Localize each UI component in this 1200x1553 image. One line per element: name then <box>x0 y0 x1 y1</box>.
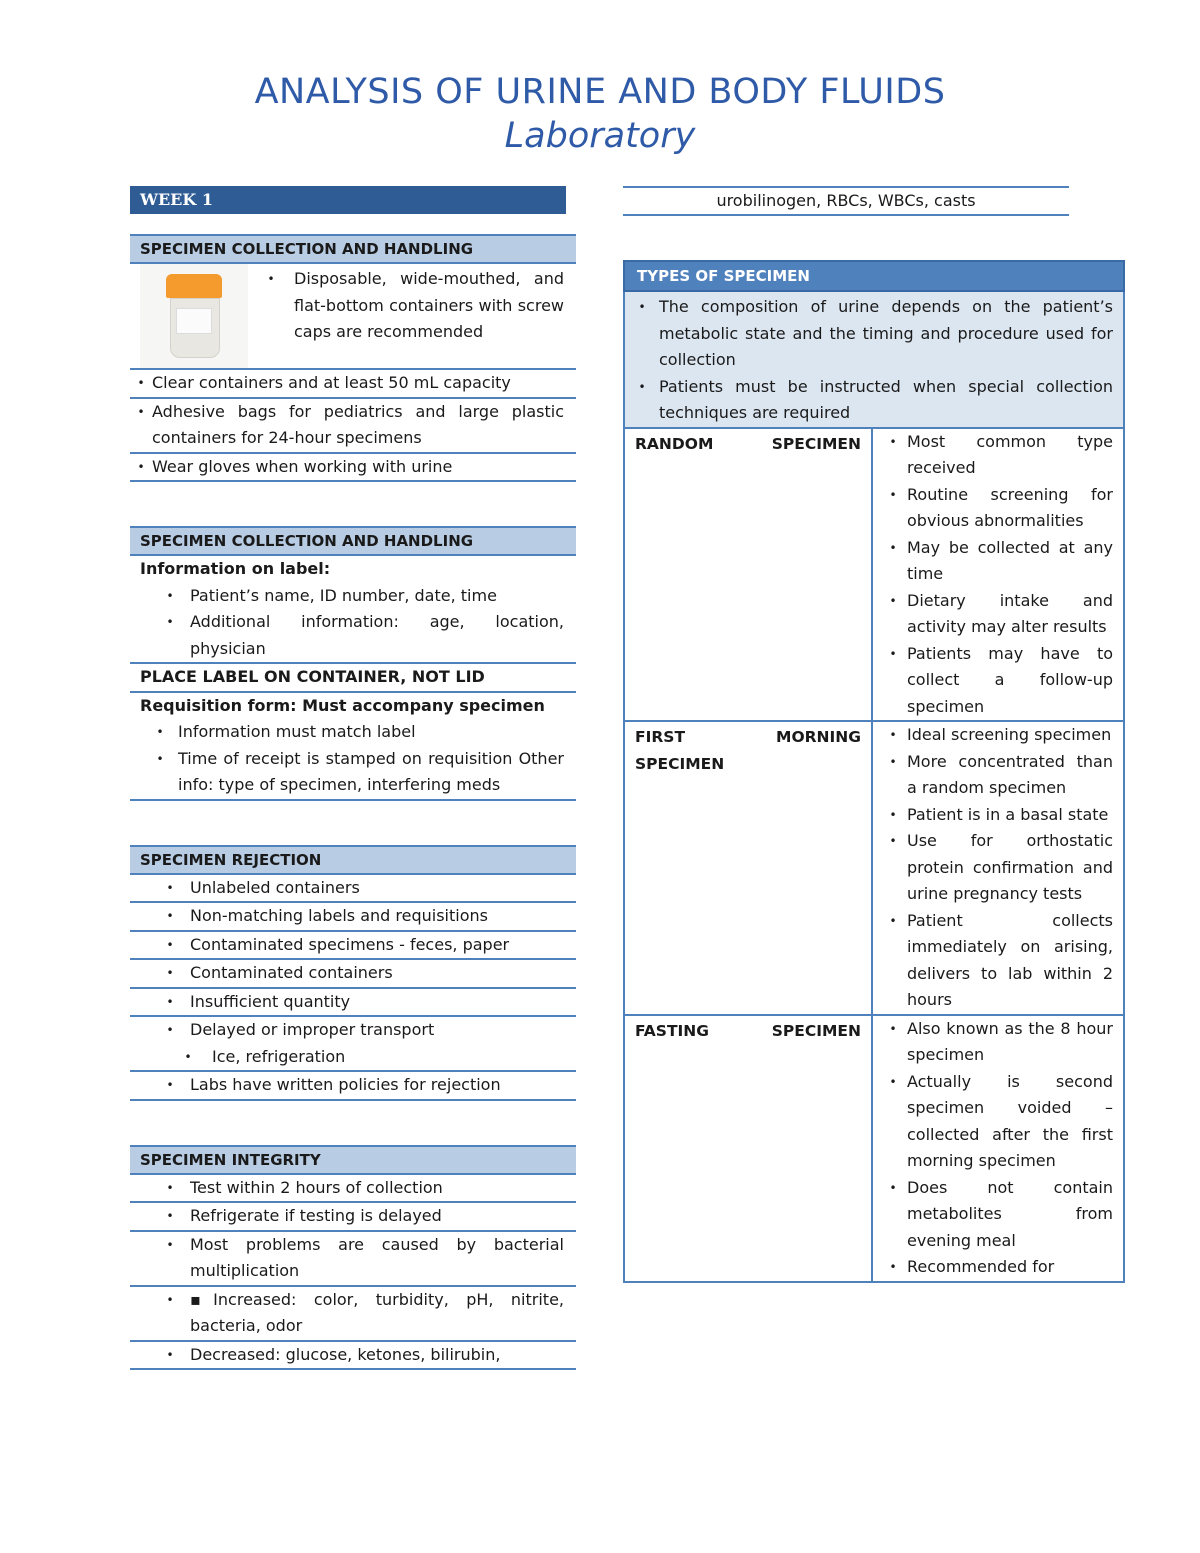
bullet-icon: • <box>137 459 145 474</box>
bullet-icon: • <box>166 1237 174 1252</box>
bullet-icon: • <box>166 588 174 603</box>
specimen-container-image <box>140 264 248 368</box>
list-item: • Test within 2 hours of collection <box>130 1175 576 1204</box>
list-item: • Information must match label <box>130 719 576 746</box>
list-item: • Does not contain metabolites from evening meal <box>879 1175 1113 1255</box>
list-item: • Disposable, wide-mouthed, and flat-bottom containers with screw caps are recommended <box>248 264 576 368</box>
list-item: • Use for orthostatic protein confirmation and urine pregnancy tests <box>879 828 1113 908</box>
left-column <box>130 186 576 1370</box>
requisition-block <box>130 693 576 801</box>
bullet-icon: • <box>156 751 164 766</box>
week-banner: WEEK 1 <box>130 186 566 214</box>
label-info-title: Information on label: <box>140 559 331 578</box>
list-item: • Clear containers and at least 50 mL capacity <box>130 370 576 399</box>
bullet-icon: • <box>889 834 897 848</box>
table-row <box>625 429 1123 721</box>
bullet-icon: • <box>889 1260 897 1274</box>
bullet-icon: • <box>166 615 174 629</box>
section-heading-collection-2: SPECIMEN COLLECTION AND HANDLING <box>130 526 576 556</box>
list-item: • Ice, refrigeration <box>130 1044 576 1073</box>
bullet-icon: • <box>889 434 897 449</box>
list-item: • The composition of urine depends on the patient’s metabolic state and the timing and procedure used for collection <box>659 294 1113 374</box>
section-heading-integrity: SPECIMEN INTEGRITY <box>130 1145 576 1175</box>
bullet-icon: • <box>166 937 174 952</box>
list-item: • Actually is second specimen voided – collected after the first morning specimen <box>879 1069 1113 1175</box>
bullet-icon: • <box>889 487 897 502</box>
bullet-icon: • <box>137 404 145 419</box>
list-item: • Labs have written policies for rejection <box>130 1072 576 1101</box>
list-item: • More concentrated than a random specimen <box>879 749 1113 802</box>
list-item: • ▪Increased: color, turbidity, pH, nitrite, bacteria, odor <box>130 1287 576 1342</box>
continued-text: urobilinogen, RBCs, WBCs, casts <box>623 186 1069 216</box>
list-item: • Delayed or improper transport <box>130 1017 576 1044</box>
list-item: • Patient’s name, ID number, date, time <box>130 583 576 610</box>
specimen-details <box>873 1016 1123 1281</box>
list-item: • Contaminated specimens - feces, paper <box>130 932 576 961</box>
list-item: • Routine screening for obvious abnormalities <box>879 482 1113 535</box>
list-item: • Unlabeled containers <box>130 875 576 904</box>
table-row <box>625 1014 1123 1281</box>
table-row <box>625 720 1123 1014</box>
section-heading-types: TYPES OF SPECIMEN <box>623 260 1125 292</box>
bullet-icon: • <box>889 913 897 928</box>
section-heading-rejection: SPECIMEN REJECTION <box>130 845 576 875</box>
bullet-icon: • <box>166 1023 174 1037</box>
bullet-icon: • <box>166 1180 174 1195</box>
specimen-name: RANDOM SPECIMEN <box>625 429 873 721</box>
list-item: • Recommended for <box>879 1254 1113 1281</box>
list-item: • Patients must be instructed when special collection techniques are required <box>659 374 1113 427</box>
bullet-icon: • <box>889 728 897 742</box>
specimen-details <box>873 722 1123 1014</box>
list-item: • Non-matching labels and requisitions <box>130 903 576 932</box>
bullet-icon: • <box>267 272 275 286</box>
bullet-icon: • <box>166 994 174 1009</box>
document-subtitle: Laboratory <box>504 116 696 156</box>
label-info-block <box>130 556 576 664</box>
list-item: • Adhesive bags for pediatrics and large plastic containers for 24-hour specimens <box>130 399 576 454</box>
bullet-icon: • <box>638 300 646 314</box>
bullet-icon: • <box>889 540 897 555</box>
bullet-icon: • <box>889 754 897 769</box>
specimen-name: FIRST MORNING SPECIMEN <box>625 722 873 1014</box>
requisition-title: Requisition form: Must accompany specimen <box>140 695 545 715</box>
specimen-details <box>873 429 1123 721</box>
bullet-icon: • <box>166 1347 174 1362</box>
list-item: • Dietary intake and activity may alter results <box>879 588 1113 641</box>
list-item: • Also known as the 8 hour specimen <box>879 1016 1113 1069</box>
bullet-icon: • <box>184 1049 192 1064</box>
bullet-icon: • <box>638 379 646 394</box>
list-item: • Ideal screening specimen <box>879 722 1113 749</box>
bullet-icon: • <box>166 1078 174 1092</box>
document-title: ANALYSIS OF URINE AND BODY FLUIDS <box>254 72 946 112</box>
bullet-icon: • <box>156 725 164 739</box>
bullet-icon: • <box>166 966 174 980</box>
list-item: • Patient collects immediately on arising, delivers to lab within 2 hours <box>879 908 1113 1014</box>
bullet-icon: • <box>166 909 174 923</box>
bullet-icon: • <box>889 1021 897 1036</box>
list-item: • Time of receipt is stamped on requisition Other info: type of specimen, interfering meds <box>130 746 576 799</box>
specimen-name: FASTING SPECIMEN <box>625 1016 873 1281</box>
bullet-icon: • <box>889 1180 897 1195</box>
list-item: • Insufficient quantity <box>130 989 576 1018</box>
list-item: • Decreased: glucose, ketones, bilirubin, <box>130 1342 576 1371</box>
types-intro <box>623 292 1125 429</box>
right-column <box>623 186 1125 1283</box>
container-image-row <box>130 264 576 370</box>
list-item: • Contaminated containers <box>130 960 576 989</box>
list-item: • Wear gloves when working with urine <box>130 454 576 483</box>
list-item: • Patients may have to collect a follow-up specimen <box>879 641 1113 721</box>
list-item: • Refrigerate if testing is delayed <box>130 1203 576 1232</box>
list-item: • May be collected at any time <box>879 535 1113 588</box>
list-item: • Most problems are caused by bacterial multiplication <box>130 1232 576 1287</box>
list-item: • Most common type received <box>879 429 1113 482</box>
bullet-icon: • <box>166 1209 174 1223</box>
place-label-note: PLACE LABEL ON CONTAINER, NOT LID <box>130 664 576 693</box>
bullet-icon: • <box>137 376 145 390</box>
bullet-icon: • <box>166 1292 174 1307</box>
specimen-types-table <box>623 429 1125 1283</box>
section-heading-collection-1: SPECIMEN COLLECTION AND HANDLING <box>130 234 576 264</box>
bullet-icon: • <box>889 1074 897 1089</box>
bullet-icon: • <box>889 646 897 661</box>
bullet-icon: • <box>889 807 897 822</box>
bullet-icon: • <box>166 880 174 895</box>
list-item: • Patient is in a basal state <box>879 802 1113 829</box>
list-item: • Additional information: age, location, physician <box>130 609 576 662</box>
bullet-icon: • <box>889 593 897 608</box>
